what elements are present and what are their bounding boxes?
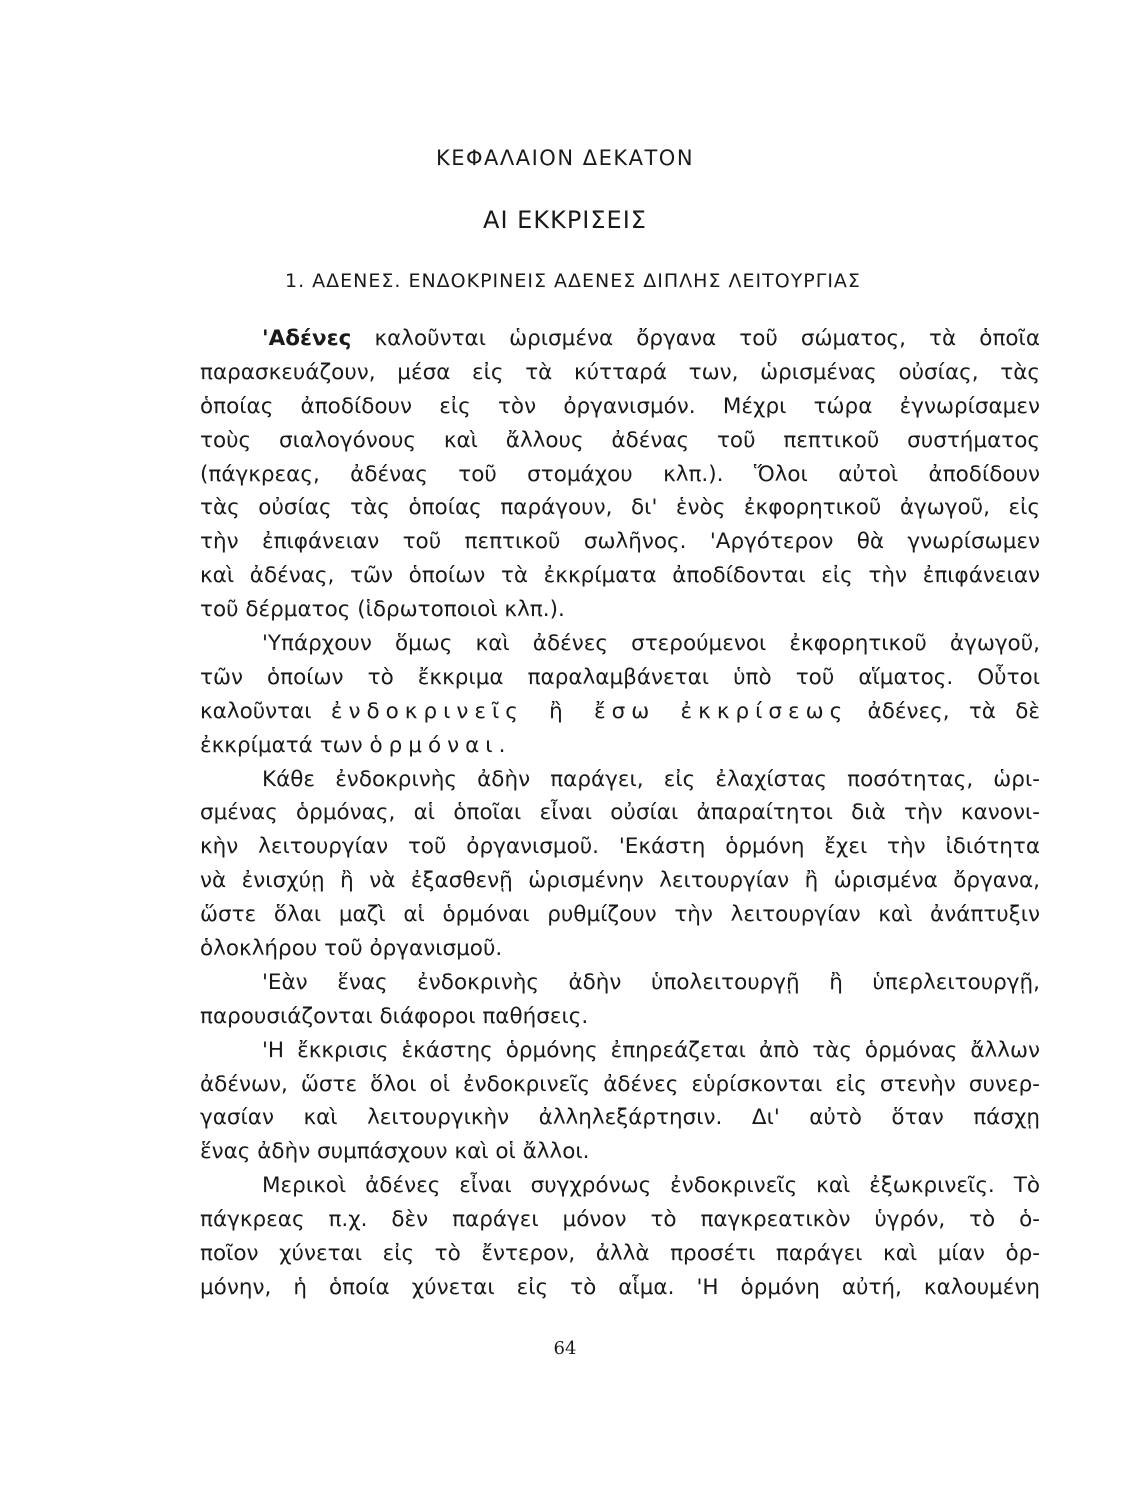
text-line: τὰς οὐσίας τὰς ὁποίας παράγουν, δι' ἑνὸς ἐκφορητικοῦ ἀγωγοῦ, εἰς [200,495,1040,521]
text-line: τῶν ὁποίων τὸ ἔκκριμα παραλαμβάνεται ὑπὸ τοῦ αἵματος. Οὗτοι [200,664,1040,690]
page-number: 64 [553,1338,577,1359]
text-line: ἕνας ἀδὴν συμπάσχουν καὶ οἱ ἄλλοι. [200,1139,590,1165]
text-line: Μερικοὶ ἀδένες εἶναι συγχρόνως ἐνδοκρινεῖς καὶ ἐξωκρινεῖς. Τὸ [262,1173,1040,1199]
text-line: καλοῦνται ἐνδοκρινεῖς ἢ ἔσω ἐκκρίσεως ἀδένες, τὰ δὲ [200,698,1040,724]
text-line: σμένας ὁρμόνας, αἱ ὁποῖαι εἶναι οὐσίαι ἀπαραίτητοι διὰ τὴν κανονι- [200,800,1040,826]
text-line: γασίαν καὶ λειτουργικὴν ἀλληλεξάρτησιν. Δι' αὐτὸ ὅταν πάσχῃ [200,1105,1040,1131]
text-line: νὰ ἐνισχύῃ ἢ νὰ ἐξασθενῇ ὡρισμένην λειτουργίαν ἢ ὡρισμένα ὄργανα, [200,868,1040,894]
text-line: 'Υπάρχουν ὅμως καὶ ἀδένες στερούμενοι ἐκφορητικοῦ ἀγωγοῦ, [262,631,1040,657]
text-line: (πάγκρεας, ἀδένας τοῦ στομάχου κλπ.). Ὅλοι αὐτοὶ ἀποδίδουν [200,461,1040,487]
text-line: παρουσιάζονται διάφοροι παθήσεις. [200,1003,589,1029]
text-line: 'Αδένες καλοῦνται ὡρισμένα ὄργανα τοῦ σώματος, τὰ ὁποῖα [262,326,1040,351]
text-line: 'Η ἔκκρισις ἑκάστης ὁρμόνης ἐπηρεάζεται ἀπὸ τὰς ὁρμόνας ἄλλων [262,1037,1040,1063]
text-line: ποῖον χύνεται εἰς τὸ ἔντερον, ἀλλὰ προσέτι παράγει καὶ μίαν ὁρ- [200,1241,1040,1267]
emphasized-term: ὁρμόναι. [369,732,512,758]
body-text [200,322,1040,1305]
text-line: παρασκευάζουν, μέσα εἰς τὰ κύτταρά των, ὡρισμένας οὐσίας, τὰς [200,359,1040,385]
text-line: ὁλοκλήρου τοῦ ὀργανισμοῦ. [200,936,503,962]
text-line: ἐκκρίματά των ὁρμόναι. [200,732,512,758]
text-line: τὴν ἐπιφάνειαν τοῦ πεπτικοῦ σωλῆνος. 'Αργότερον θὰ γνωρίσωμεν [200,529,1040,555]
chapter-title: ΑΙ ΕΚΚΡΙΣΕΙΣ [483,206,647,234]
text-line: μόνην, ἡ ὁποία χύνεται εἰς τὸ αἷμα. 'Η ὁρμόνη αὐτή, καλουμένη [200,1274,1040,1300]
section-heading: 1. ΑΔΕΝΕΣ. ΕΝΔΟΚΡΙΝΕΙΣ ΑΔΕΝΕΣ ΔΙΠΛΗΣ ΛΕΙΤΟΥΡΓΙΑΣ [285,270,861,292]
text-line: τοῦ δέρματος (ἱδρωτοποιοὶ κλπ.). [200,597,565,623]
text-line: καὶ ἀδένας, τῶν ὁποίων τὰ ἐκκρίματα ἀποδίδονται εἰς τὴν ἐπιφάνειαν [200,563,1040,589]
emphasized-term: ἐνδοκρινεῖς ἢ ἔσω ἐκκρίσεως [330,698,849,724]
definition-term: 'Αδένες [262,326,352,351]
text-line: τοὺς σιαλογόνους καὶ ἄλλους ἀδένας τοῦ πεπτικοῦ συστήματος [200,427,1040,453]
text-line: 'Εὰν ἕνας ἐνδοκρινὴς ἀδὴν ὑπολειτουργῇ ἢ ὑπερλειτουργῇ, [262,969,1040,995]
text-line: ὁποίας ἀποδίδουν εἰς τὸν ὀργανισμόν. Μέχρι τώρα ἐγνωρίσαμεν [200,393,1040,419]
text-line: πάγκρεας π.χ. δὲν παράγει μόνον τὸ παγκρεατικὸν ὑγρόν, τὸ ὁ- [200,1207,1040,1233]
chapter-label: ΚΕΦΑΛΑΙΟΝ ΔΕΚΑΤΟΝ [435,146,695,170]
text-line: Κάθε ἐνδοκρινὴς ἀδὴν παράγει, εἰς ἐλαχίστας ποσότητας, ὡρι- [262,766,1040,792]
text-line: κὴν λειτουργίαν τοῦ ὀργανισμοῦ. 'Εκάστη ὁρμόνη ἔχει τὴν ἰδιότητα [200,834,1040,860]
text-line: ἀδένων, ὥστε ὅλοι οἱ ἐνδοκρινεῖς ἀδένες εὑρίσκονται εἰς στενὴν συνερ- [200,1071,1040,1097]
text-line: ὥστε ὅλαι μαζὶ αἱ ὁρμόναι ρυθμίζουν τὴν λειτουργίαν καὶ ἀνάπτυξιν [200,902,1040,928]
